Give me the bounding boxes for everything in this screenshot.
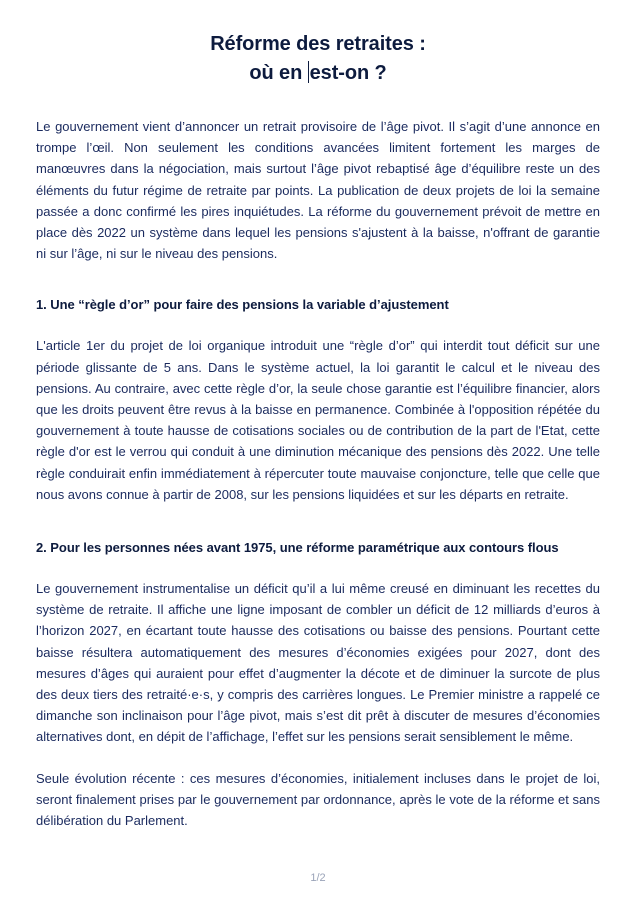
page-number-footer: 1/2 — [310, 872, 326, 884]
page-title-line-2-after-caret: est-on ? — [309, 62, 387, 84]
section-1-paragraph: L'article 1er du projet de loi organique introduit une “règle d’or” qui interdit tout déficit sur une période glissante de 5 ans. Dans le système actuel, la loi garantit le calcul et le niveau des pensions. Au contraire, avec cette règle d’or, la seule chose garantie est l’équilibre financier, alors que les droits peuvent être revus à la baisse en permanence. Combinée à l'opposition répétée du gouvernement à toute hausse de cotisations sociales ou de contribution de la part de l'Etat, cette règle d'or est le verrou qui conduit à une diminution mécanique des pensions dès 2022. Une telle règle conduirait enfin immédiatement à répercuter toute mauvaise conjoncture, telle que celle que nous avons connue à partir de 2008, sur les pensions liquidées et sur les départs en retraite. — [36, 338, 600, 502]
page-title-line-2 — [36, 59, 600, 88]
intro-paragraph: Le gouvernement vient d’annoncer un retrait provisoire de l’âge pivot. Il s’agit d’une annonce en trompe l’œil. Non seulement les conditions avancées limitent fortement les marges de manœuvres dans la négociation, mais surtout l’âge pivot rebaptisé âge d’équilibre reste un des éléments du futur régime de retraite par points. La publication de deux projets de loi la semaine passée a donc confirmé les pires inquiétudes. La réforme du gouvernement prévoit de mettre en place dès 2022 un système dans lequel les pensions s'ajustent à la baisse, n'offrant de garantie ni sur l’âge, ni sur le niveau des pensions. — [36, 119, 600, 262]
text-caret — [308, 61, 309, 83]
page-title — [36, 0, 600, 88]
section-2-paragraph-followup: Seule évolution récente : ces mesures d’économies, initialement incluses dans le projet de loi, seront finalement prises par le gouvernement par ordonnance, après le vote de la réforme et sans délibération du Parlement. — [36, 770, 600, 829]
section-heading-1: 1. Une “règle d’or” pour faire des pensions la variable d’ajustement — [36, 297, 449, 313]
page-title-line-1: Réforme des retraites : — [210, 33, 426, 55]
page-title-line-2-before-caret: où en — [249, 62, 308, 84]
section-heading-2: 2. Pour les personnes nées avant 1975, une réforme paramétrique aux contours flous — [36, 540, 559, 556]
section-2-paragraph: Le gouvernement instrumentalise un déficit qu’il a lui même creusé en diminuant les recettes du système de retraite. Il affiche une ligne imposant de combler un déficit de 12 milliards d’euros à l’horizon 2027, en écartant toute hausse des cotisations ou baisse des pensions. Pourtant cette baisse résultera automatiquement des mesures d’économies exigées pour 2027, dont des mesures d’âges qui auraient pour effet d’augmenter la décote et de diminuer la surcote de plus des deux tiers des retraité·e·s, y compris des carrières longues. Le Premier ministre a rappelé ce dimanche son inclinaison pour l’âge pivot, mais s’est dit prêt à discuter de mesures d’économies alternatives dont, en dépit de l’affichage, l’effet sur les pensions serait sensiblement le même. — [36, 581, 600, 745]
